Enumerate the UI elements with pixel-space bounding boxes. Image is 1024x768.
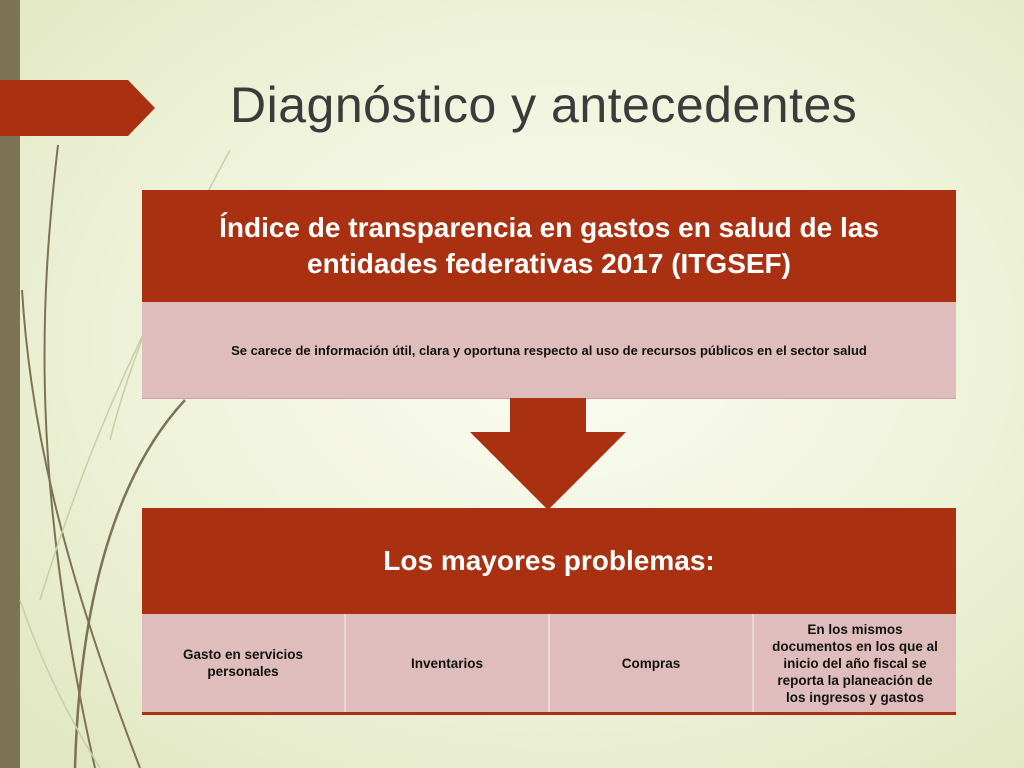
down-arrow-icon [470,398,626,510]
problem-item: Compras [550,614,754,712]
problem-item: Gasto en servicios personales [142,614,346,712]
itgsef-header-text: Índice de transparencia en gastos en salud de las entidades federativas 2017 (ITGSEF) [219,212,879,279]
itgsef-description: Se carece de información útil, clara y oportuna respecto al uso de recursos públicos en el sector salud [142,302,956,399]
slide-title: Diagnóstico y antecedentes [230,77,858,133]
title-flag-arrow [0,80,155,136]
problem-item: Inventarios [346,614,550,712]
problems-list [142,614,956,715]
problems-header: Los mayores problemas: [142,508,956,614]
problem-item: En los mismos documentos en los que al inicio del año fiscal se reporta la planeación de los ingresos y gastos [772,621,938,705]
